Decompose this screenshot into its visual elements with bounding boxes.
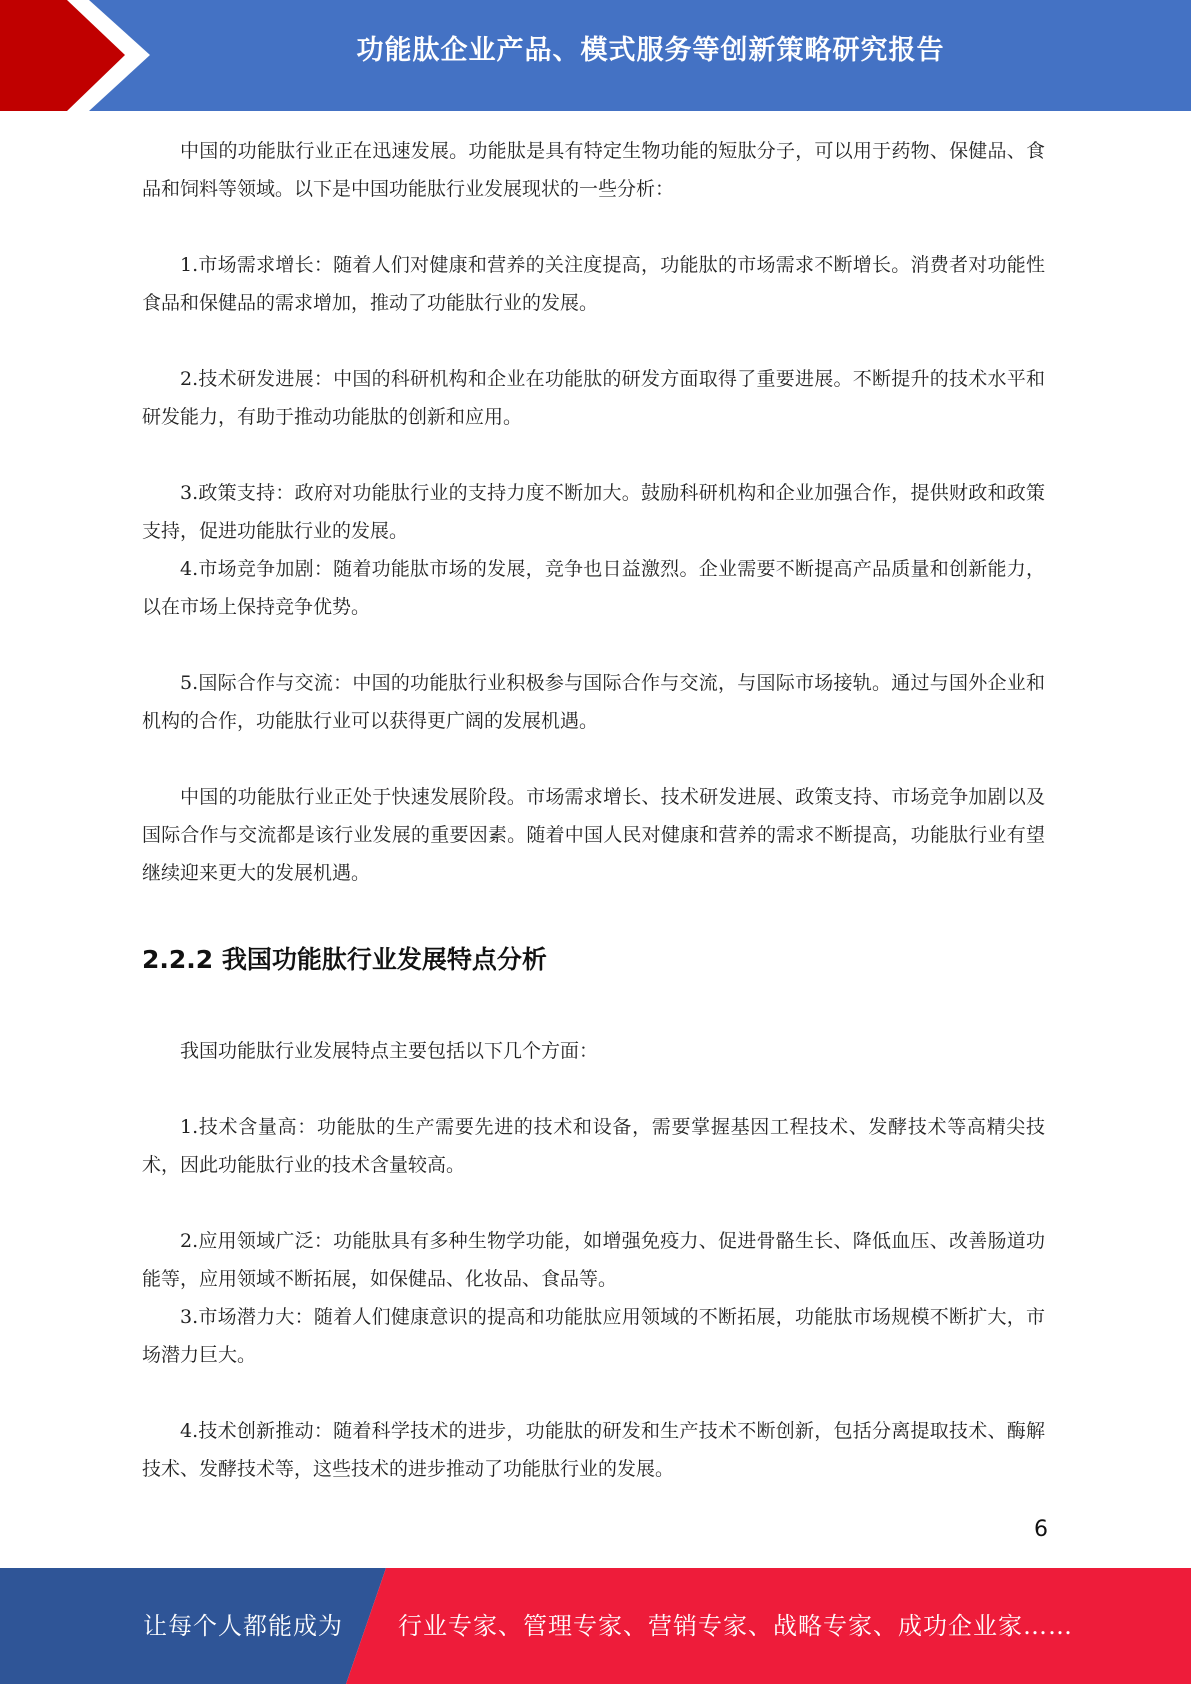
list-item: 4.市场竞争加剧：随着功能肽市场的发展，竞争也日益激烈。企业需要不断提高产品质量和创新能力，以在市场上保持竞争优势。: [142, 558, 1045, 618]
list-item: 3.市场潜力大：随着人们健康意识的提高和功能肽应用领域的不断拓展，功能肽市场规模不断扩大，市场潜力巨大。: [142, 1306, 1045, 1366]
section-heading: 2.2.2 我国功能肽行业发展特点分析: [142, 945, 547, 974]
list-item: 5.国际合作与交流：中国的功能肽行业积极参与国际合作与交流，与国际市场接轨。通过与国外企业和机构的合作，功能肽行业可以获得更广阔的发展机遇。: [142, 672, 1045, 732]
page-footer: [0, 1568, 1191, 1684]
page-number: 6: [1034, 1517, 1048, 1542]
footer-slogan-right: 行业专家、管理专家、营销专家、战略专家、成功企业家……: [398, 1612, 1073, 1640]
list-item: 1.市场需求增长：随着人们对健康和营养的关注度提高，功能肽的市场需求不断增长。消费者对功能性食品和保健品的需求增加，推动了功能肽行业的发展。: [142, 254, 1045, 314]
list-item: 2.技术研发进展：中国的科研机构和企业在功能肽的研发方面取得了重要进展。不断提升的技术水平和研发能力，有助于推动功能肽的创新和应用。: [142, 368, 1045, 428]
report-title: 功能肽企业产品、模式服务等创新策略研究报告: [356, 35, 945, 66]
list-item: 1.技术含量高：功能肽的生产需要先进的技术和设备，需要掌握基因工程技术、发酵技术等高精尖技术，因此功能肽行业的技术含量较高。: [142, 1116, 1045, 1176]
document-body: [142, 132, 1045, 1488]
list-item: 2.应用领域广泛：功能肽具有多种生物学功能，如增强免疫力、促进骨骼生长、降低血压、改善肠道功能等，应用领域不断拓展，如保健品、化妆品、食品等。: [142, 1230, 1045, 1290]
list-item: 3.政策支持：政府对功能肽行业的支持力度不断加大。鼓励科研机构和企业加强合作，提供财政和政策支持，促进功能肽行业的发展。: [142, 482, 1045, 542]
intro-paragraph: 中国的功能肽行业正在迅速发展。功能肽是具有特定生物功能的短肽分子，可以用于药物、保健品、食品和饲料等领域。以下是中国功能肽行业发展现状的一些分析：: [142, 140, 1045, 200]
section-intro-paragraph: 我国功能肽行业发展特点主要包括以下几个方面：: [180, 1040, 599, 1062]
chevron-arrow-icon: [0, 0, 160, 111]
footer-slogan-left: 让每个人都能成为: [143, 1612, 343, 1640]
list-item: 4.技术创新推动：随着科学技术的进步，功能肽的研发和生产技术不断创新，包括分离提取技术、酶解技术、发酵技术等，这些技术的进步推动了功能肽行业的发展。: [142, 1420, 1045, 1480]
page-header: [0, 0, 1191, 111]
summary-paragraph: 中国的功能肽行业正处于快速发展阶段。市场需求增长、技术研发进展、政策支持、市场竞争加剧以及国际合作与交流都是该行业发展的重要因素。随着中国人民对健康和营养的需求不断提高，功能肽行业有望继续迎来更大的发展机遇。: [142, 786, 1045, 884]
